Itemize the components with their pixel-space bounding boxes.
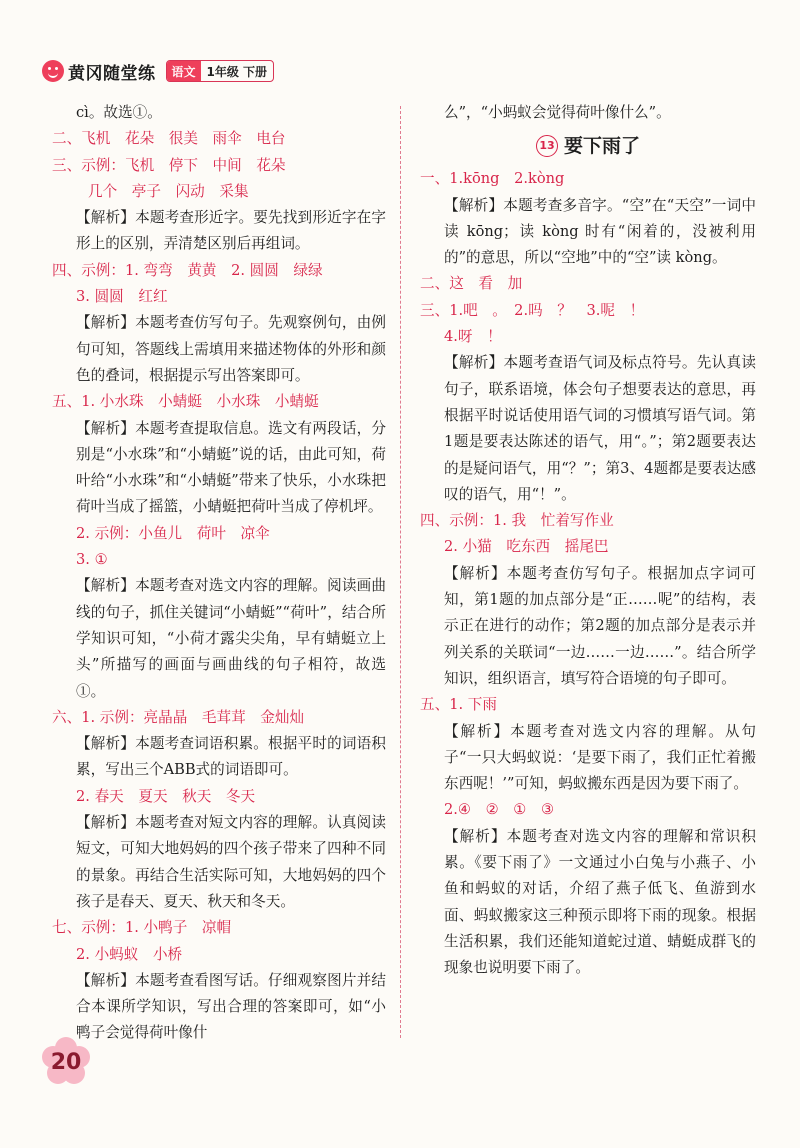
brand-title: 黄冈随堂练 bbox=[68, 63, 156, 84]
answer-line: 五、1. 下雨 bbox=[420, 696, 497, 714]
explanation-paragraph: 【解析】本题考查形近字。要先找到形近字在字形上的区别，弄清楚区别后再组词。 bbox=[76, 209, 386, 253]
explanation-paragraph: 【解析】本题考查看图写话。仔细观察图片并结合本课所学知识，写出合理的答案即可，如“小鸭子会觉得荷叶像什 bbox=[76, 971, 386, 1042]
subject-badge bbox=[166, 60, 275, 82]
explanation-paragraph: 【解析】本题考查对短文内容的理解。认真阅读短文，可知大地妈妈的四个孩子带来了四种不同的景象。再结合生活实际可知，大地妈妈的四个孩子是春天、夏天、秋天和冬天。 bbox=[76, 814, 386, 910]
explanation-paragraph: 【解析】本题考查提取信息。选文有两段话，分别是“小水珠”和“小蜻蜓”说的话，由此可知，荷叶给“小水珠”和“小蜻蜓”带来了快乐，小水珠把荷叶当成了摇篮，小蜻蜓把荷叶当成了停机坪。 bbox=[76, 419, 386, 516]
grade-label: 1年级 下册 bbox=[206, 64, 268, 79]
explanation-paragraph: 【解析】本题考查多音字。“空”在“天空”一词中读 kōng；读 kòng 时有“闲着的，没被利用的”的意思，所以“空地”中的“空”读 kòng。 bbox=[444, 196, 756, 267]
lesson-title-text: 要下雨了 bbox=[563, 135, 640, 158]
lesson-title bbox=[420, 128, 756, 164]
explanation-paragraph: 么”，“小蚂蚁会觉得荷叶像什么”。 bbox=[444, 104, 671, 121]
page-number bbox=[40, 1036, 92, 1088]
answer-line: 二、飞机 花朵 很美 雨伞 电台 bbox=[52, 130, 286, 148]
answer-line: 2. 小猫 吃东西 摇尾巴 bbox=[444, 538, 609, 556]
page-header bbox=[42, 56, 274, 86]
answer-line: 2. 示例：小鱼儿 荷叶 凉伞 bbox=[76, 524, 270, 542]
answer-line: 几个 亭子 闪动 采集 bbox=[88, 182, 249, 200]
explanation-paragraph: 【解析】本题考查语气词及标点符号。先认真读句子，联系语境，体会句子想要表达的意思，再根据平时说话使用语气词的习惯填写语气词。第1题是要表达陈述的语气，用“。”；第2题要表达的是疑问语气，用“？”；第3、4题都是要表达感叹的语气，用“！”。 bbox=[444, 354, 756, 503]
explanation-paragraph: 【解析】本题考查对选文内容的理解和常识积累。《要下雨了》一文通过小白兔与小燕子、小鱼和蚂蚁的对话，介绍了燕子低飞、鱼游到水面、蚂蚁搬家这三种预示即将下雨的现象。根据生活积累，我们还能知道蛇过道、蜻蜓成群飞的现象也说明要下雨了。 bbox=[444, 827, 756, 977]
answer-line: 2. 小蚂蚁 小桥 bbox=[76, 945, 183, 963]
answer-line: 二、这 看 加 bbox=[420, 275, 523, 293]
answer-line: 四、示例：1. 我 忙着写作业 bbox=[420, 512, 614, 530]
answer-line: 七、示例：1. 小鸭子 凉帽 bbox=[52, 919, 232, 937]
explanation-paragraph: 【解析】本题考查仿写句子。根据加点字词可知，第1题的加点部分是“正……呢”的结构，表示正在进行的动作；第2题的加点部分是表示并列关系的关联词“一边……一边……”。结合所学知识，组织语言，填写符合语境的句子即可。 bbox=[444, 564, 756, 687]
explanation-paragraph: 【解析】本题考查词语积累。根据平时的词语积累，写出三个ABB式的词语即可。 bbox=[76, 735, 386, 779]
left-column bbox=[52, 100, 386, 1047]
page-number-text: 20 bbox=[50, 1049, 82, 1075]
answer-line: 4.呀 ！ bbox=[444, 328, 502, 346]
right-column bbox=[420, 100, 756, 982]
answer-line: 五、1. 小水珠 小蜻蜓 小水珠 小蜻蜓 bbox=[52, 393, 319, 411]
answer-line: 3. 圆圆 红红 bbox=[76, 288, 168, 306]
answer-line: 四、示例：1. 弯弯 黄黄 2. 圆圆 绿绿 bbox=[52, 261, 323, 279]
answer-line: 一、1.kōng 2.kòng bbox=[420, 170, 565, 188]
subject-label: 语文 bbox=[167, 61, 201, 81]
explanation-paragraph: 【解析】本题考查仿写句子。先观察例句，由例句可知，答题线上需填用来描述物体的外形和颜色的叠词，根据提示写出答案即可。 bbox=[76, 314, 386, 384]
answer-line: 六、1. 示例：亮晶晶 毛茸茸 金灿灿 bbox=[52, 708, 305, 726]
smiley-logo-icon bbox=[42, 60, 64, 82]
lesson-number-badge: 13 bbox=[536, 135, 558, 157]
answer-line: 2. 春天 夏天 秋天 冬天 bbox=[76, 787, 256, 805]
explanation-paragraph: 【解析】本题考查对选文内容的理解。阅读画曲线的句子，抓住关键词“小蜻蜓”“荷叶”，结合所学知识可知，“小荷才露尖尖角，早有蜻蜓立上头”所描写的画面与画曲线的句子相符，故选①。 bbox=[76, 577, 386, 700]
answer-line: 三、1.吧 。 2.吗 ？ 3.呢 ！ bbox=[420, 301, 645, 319]
column-divider bbox=[400, 106, 401, 1038]
explanation-paragraph: 【解析】本题考查对选文内容的理解。从句子“一只大蚂蚁说：‘是要下雨了，我们正忙着搬东西呢！’”可知，蚂蚁搬东西是因为要下雨了。 bbox=[444, 722, 756, 793]
answer-line: 3. ① bbox=[76, 551, 108, 569]
answer-line: 2.④ ② ① ③ bbox=[444, 801, 555, 819]
answer-line: 三、示例：飞机 停下 中间 花朵 bbox=[52, 156, 286, 174]
explanation-paragraph: cì。故选①。 bbox=[76, 104, 162, 121]
